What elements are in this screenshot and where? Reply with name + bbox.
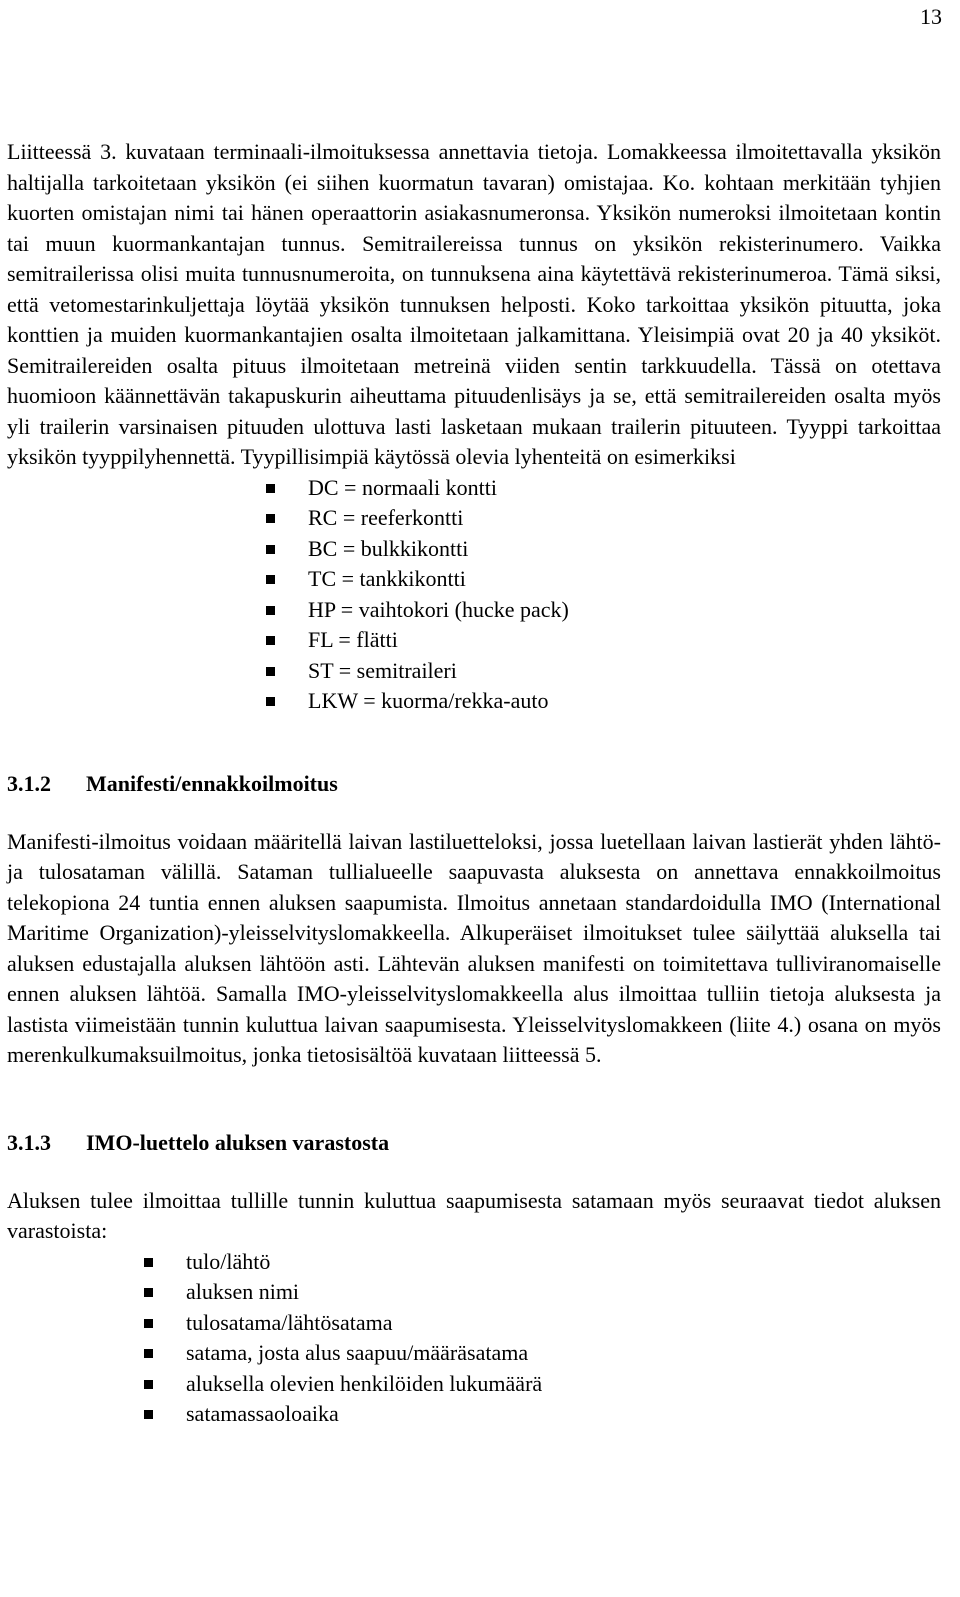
list-item-text: satamassaoloaika: [186, 1401, 339, 1426]
bullet-icon: [144, 1319, 153, 1328]
bullet-icon: [144, 1410, 153, 1419]
page-number: 13: [920, 4, 942, 29]
bullet-icon: [266, 636, 275, 645]
document-body: [7, 137, 941, 1430]
section-title: IMO-luettelo aluksen varastosta: [86, 1129, 390, 1155]
list-item-text: ST = semitraileri: [308, 657, 457, 683]
section-heading-imo-luettelo: [7, 1128, 941, 1158]
section-heading-manifesti: [7, 769, 941, 799]
bullet-icon: [144, 1349, 153, 1358]
intro-paragraph: Liitteessä 3. kuvataan terminaali-ilmoituksessa annettavia tietoja. Lomakkeessa ilmoitettavalla yksikön haltijalla tarkoitetaan yksikön (ei siihen kuormatun tavaran) omistajaa. Ko. kohtaan merkitään tyhjien kuorten omistajan nimi tai hänen operaattorin asiakasnumeronsa. Yksikön numeroksi ilmoitetaan kontin tai muun kuormankantajan tunnus. Semitrailereissa tunnus on yksikön rekisterinumero. Vaikka semitrailerissa olisi muita tunnusnumeroita, on tunnuksena aina käytettävä rekisterinumeroa. Tämä siksi, että vetomestarinkuljettaja löytää yksikön tunnuksen helposti. Koko tarkoittaa yksikön pituutta, joka konttien ja muiden kuormankantajien osalta ilmoitetaan jalkamittana. Yleisimpiä ovat 20 ja 40 yksiköt. Semitrailereiden osalta pituus ilmoitetaan metreinä viiden sentin tarkkuudella. Tässä on otettava huomioon käännettävän takapuskurin aiheuttama pituudenlisäys ja se, että semitrailereiden osalta myös yli trailerin varsinaisen pituuden ulottuva lasti lasketaan mukaan trailerin pituuteen. Tyyppi tarkoittaa yksikön tyyppilyhennettä. Tyypillisimpiä käytössä olevia lyhenteitä on esimerkiksi: [7, 139, 941, 469]
list-item-text: FL = flätti: [308, 627, 398, 652]
list-item: [7, 595, 941, 626]
bullet-icon: [266, 545, 275, 554]
list-item: [7, 1369, 941, 1400]
list-item: [7, 625, 941, 656]
bullet-icon: [266, 484, 275, 493]
list-item-text: aluksen nimi: [186, 1279, 300, 1304]
list-item-text: TC = tankkikontti: [308, 566, 466, 591]
bullet-icon: [144, 1380, 153, 1389]
list-item-text: LKW = kuorma/rekka-auto: [308, 688, 549, 713]
list-item: [7, 534, 941, 565]
list-item-text: tulo/lähtö: [186, 1248, 271, 1274]
list-item: [7, 564, 941, 595]
list-item: [7, 1399, 941, 1430]
list-item: [7, 1338, 941, 1369]
list-item: [7, 686, 941, 717]
list-item-text: satama, josta alus saapuu/määräsatama: [186, 1340, 529, 1365]
bullet-icon: [144, 1258, 153, 1267]
bullet-icon: [266, 514, 275, 523]
section-number: 3.1.2: [7, 770, 51, 796]
bullet-icon: [266, 575, 275, 584]
list-item-text: DC = normaali kontti: [308, 474, 497, 500]
list-item: [7, 656, 941, 687]
imo-luettelo-paragraph: Aluksen tulee ilmoittaa tullille tunnin kuluttua saapumisesta satamaan myös seuraavat tiedot aluksen varastoista:: [7, 1187, 941, 1243]
list-item: [7, 1277, 941, 1308]
bullet-icon: [266, 697, 275, 706]
unit-type-list: [7, 473, 941, 717]
section-number: 3.1.3: [7, 1129, 51, 1155]
list-item: [7, 473, 941, 504]
list-item: [7, 503, 941, 534]
list-item: [7, 1308, 941, 1339]
list-item-text: tulosatama/lähtösatama: [186, 1309, 393, 1335]
list-item: [7, 1247, 941, 1278]
section-title: Manifesti/ennakkoilmoitus: [86, 770, 338, 796]
list-item-text: aluksella olevien henkilöiden lukumäärä: [186, 1370, 543, 1396]
bullet-icon: [266, 606, 275, 615]
manifesti-paragraph: Manifesti-ilmoitus voidaan määritellä laivan lastiluetteloksi, jossa luetellaan laivan lastierät yhden lähtö- ja tulosataman välillä. Sataman tullialueelle saapuvasta aluksesta on annettava ennakkoilmoitus telekopiona 24 tuntia ennen aluksen saapumista. Ilmoitus annetaan standardoidulla IMO (International Maritime Organization)-yleisselvityslomakkeella. Alkuperäiset ilmoitukset tulee säilyttää aluksella tai aluksen edustajalla aluksen lähtöön asti. Lähtevän aluksen manifesti on toimitettava tulliviranomaiselle ennen aluksen lähtöä. Samalla IMO-yleisselvityslomakkeella alus ilmoittaa tulliin tietoja aluksesta ja lastista viimeistään tunnin kuluttua laivan saapumisesta. Yleisselvityslomakkeen (liite 4.) osana on myös merenkulkumaksuilmoitus, jonka tietosisältöä kuvataan liitteessä 5.: [7, 828, 941, 1067]
list-item-text: HP = vaihtokori (hucke pack): [308, 596, 569, 622]
list-item-text: BC = bulkkikontti: [308, 535, 469, 561]
bullet-icon: [144, 1288, 153, 1297]
list-item-text: RC = reeferkontti: [308, 505, 464, 530]
bullet-icon: [266, 667, 275, 676]
ship-store-list: [7, 1247, 941, 1430]
